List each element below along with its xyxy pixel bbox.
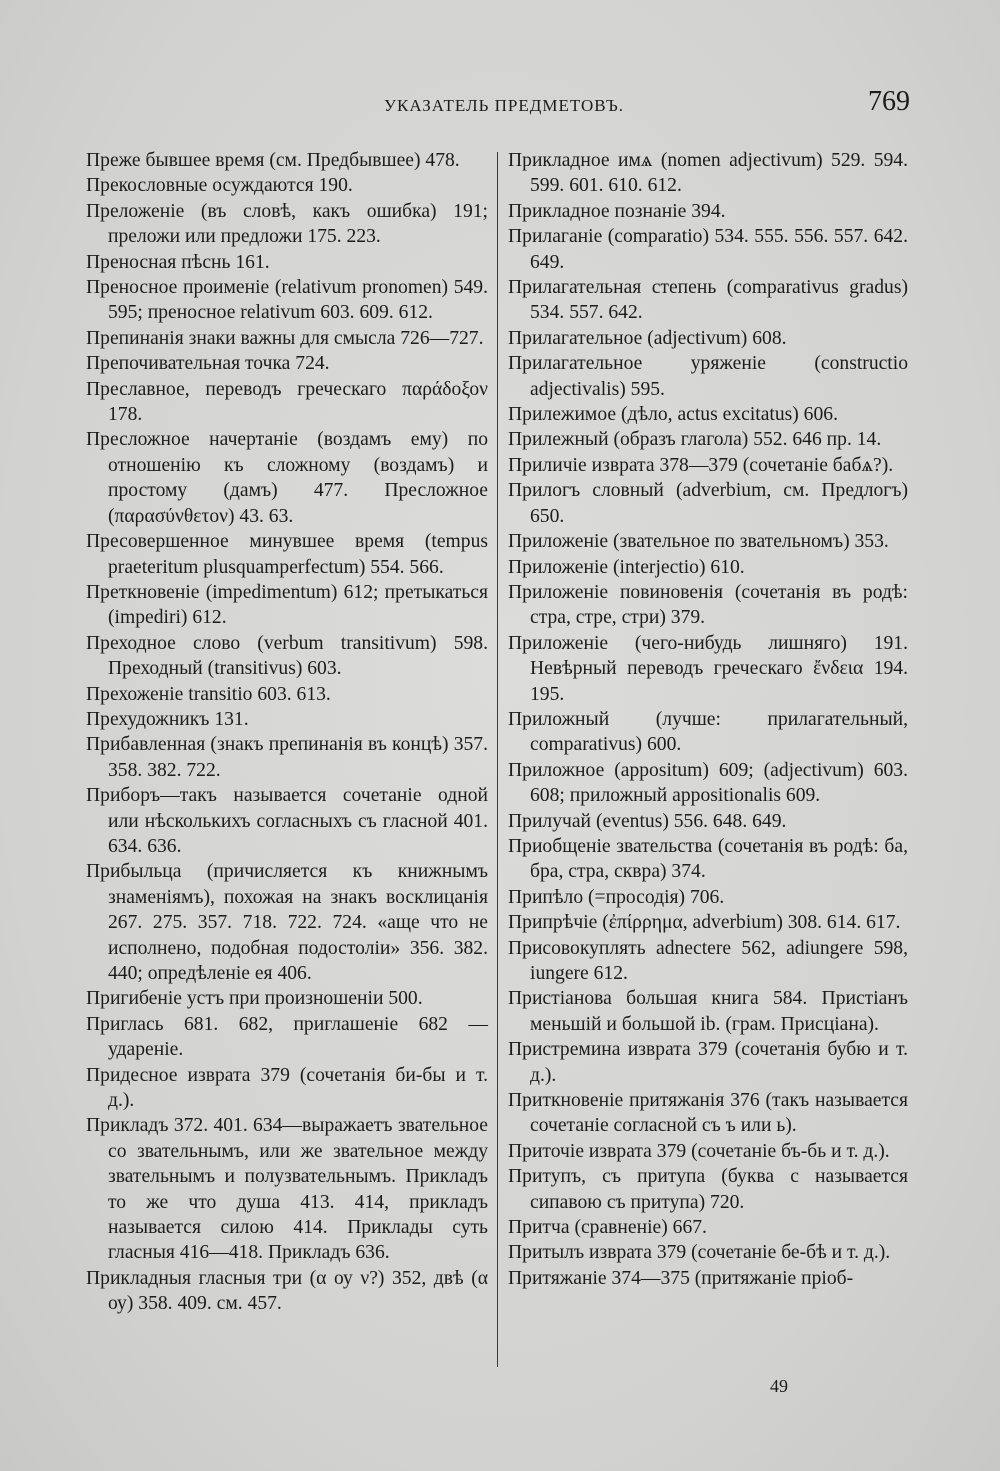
index-entry: Прехоженіе transitio 603. 613. xyxy=(86,683,331,705)
index-entry: Пресовершенное минувшее время (tempus praeteritum plusquamperfectum) 554. 566. xyxy=(86,531,488,578)
index-entry: Приложное (appositum) 609; (adjectivum) 603. 608; приложный appositionalis 609. xyxy=(508,759,908,807)
index-entry: Прикладное имѧ (nomen adjectivum) 529. 594. 599. 601. 610. 612. xyxy=(508,150,908,197)
index-entry: Приборъ—такъ называется сочетаніе одной или нѣсколькихъ согласныхъ съ гласной 401. 634. 636. xyxy=(86,785,488,857)
index-entry: Притяжаніе 374—375 (притяжаніе пріоб- xyxy=(508,1267,854,1289)
index-entry: Прилогъ словный (adverbium, см. Предлогъ) 650. xyxy=(508,480,908,527)
index-entry: Прилагательное (adjectivum) 608. xyxy=(508,327,787,349)
index-entry: Прибавленная (знакъ препинанія въ концѣ) 357. 358. 382. 722. xyxy=(86,734,488,781)
index-entry: Прилагательная степень (comparativus gradus) 534. 557. 642. xyxy=(508,277,908,324)
left-index-column xyxy=(86,148,488,1317)
index-entry: Пристіанова большая книга 584. Пристіанъ меньшій и большой ib. (грам. Присціана). xyxy=(508,988,908,1035)
index-entry: Притча (сравненіе) 667. xyxy=(508,1217,707,1239)
index-entry: Преложеніе (въ словѣ, какъ ошибка) 191; преложи или предложи 175. 223. xyxy=(86,200,488,248)
page-number: 769 xyxy=(868,86,910,117)
index-entry: Приложеніе (interjectio) 610. xyxy=(508,556,745,578)
index-entry: Приобщеніе звательства (сочетанія въ родѣ: ба, бра, стра, сквра) 374. xyxy=(508,835,908,883)
index-entry: Прикладное познаніе 394. xyxy=(508,200,726,222)
index-entry: Припрѣчіе (ἐπίρρημα, adverbium) 308. 614. 617. xyxy=(508,912,901,934)
index-entry: Прилагательное уряженіе (constructio adjectivalis) 595. xyxy=(508,353,908,400)
index-entry: Приложеніе (звательное по звательномъ) 353. xyxy=(508,531,889,553)
index-entry: Преносная пѣснь 161. xyxy=(86,251,270,273)
index-entry: Придесное изврата 379 (сочетанія би-бы и т. д.). xyxy=(86,1064,488,1112)
index-entry: Преткновеніе (impedimentum) 612; претыкаться (impediri) 612. xyxy=(86,581,488,629)
index-entry: Прикладныя гласныя три (α оу ν?) 352, двѣ (α оу) 358. 409. см. 457. xyxy=(86,1267,488,1315)
index-entry: Прилежимое (дѣло, actus excitatus) 606. xyxy=(508,404,838,426)
index-entry: Прибыльца (причисляется къ книжнымъ знаменіямъ), похожая на знакъ восклицанія 267. 275. 357. 718. 722. 724. «аще что не исполнено, подобная подостоліи» 356. 382. 440; опредѣленіе ея 406. xyxy=(86,861,488,984)
index-entry: Пригибеніе устъ при произношеніи 500. xyxy=(86,988,423,1010)
index-entry: Препочивательная точка 724. xyxy=(86,353,330,375)
index-entry: Прилаганіе (comparatio) 534. 555. 556. 557. 642. 649. xyxy=(508,226,908,273)
index-entry: Приглась 681. 682, приглашеніе 682 — удареніе. xyxy=(86,1013,488,1061)
index-entry: Приточіе изврата 379 (сочетаніе бъ-бь и т. д.). xyxy=(508,1140,890,1162)
index-entry: Приличіе изврата 378—379 (сочетаніе бабѧ?). xyxy=(508,454,894,476)
index-entry: Преже бывшее время (см. Предбывшее) 478. xyxy=(86,150,460,171)
index-entry: Приткновеніе притяжанія 376 (такъ называется сочетаніе согласной съ ъ или ь). xyxy=(508,1090,908,1137)
index-entry: Прикладъ 372. 401. 634—выражаетъ звательное со звательнымъ, или же звательное между звательнымъ и полузвательнымъ. Прикладъ то же что душа 413. 414, прикладъ называется силою 414. Приклады суть гласныя 416—418. Прикладъ 636. xyxy=(86,1115,488,1264)
index-entry: Преносное проименіе (relativum pronomen) 549. 595; преносное relativum 603. 609. 612. xyxy=(86,277,488,324)
index-entry: Притылъ изврата 379 (сочетаніе бе-бѣ и т. д.). xyxy=(508,1242,891,1264)
index-entry: Прекословные осуждаются 190. xyxy=(86,175,353,197)
index-entry: Препинанія знаки важны для смысла 726—727. xyxy=(86,327,484,349)
running-header-title: УКАЗАТЕЛЬ ПРЕДМЕТОВЪ. xyxy=(384,96,624,115)
index-entry: Притупъ, съ притупа (буква с называется сипавою съ притупа) 720. xyxy=(508,1166,908,1213)
index-entry: Приложеніе повиновенія (сочетанія въ родѣ: стра, стре, стри) 379. xyxy=(508,581,908,629)
column-divider xyxy=(497,152,498,1367)
index-entry: Преславное, переводъ греческаго παράδοξον 178. xyxy=(86,378,488,426)
index-entry: Присовокуплять adnectere 562, adiungere 598, iungere 612. xyxy=(508,937,908,984)
index-entry: Приложный (лучше: прилагательный, comparativus) 600. xyxy=(508,708,908,756)
index-entry: Пресложное начертаніе (воздамъ ему) по отношенію къ сложному (воздамъ) и простому (дамъ) 477. Пресложное (παρασύνθετον) 43. 63. xyxy=(86,429,488,527)
index-entry: Пристремина изврата 379 (сочетанія бубю и т. д.). xyxy=(508,1039,908,1086)
right-index-column xyxy=(508,148,908,1291)
index-entry: Прехудожникъ 131. xyxy=(86,708,249,730)
index-entry: Преходное слово (verbum transitivum) 598. Преходный (transitivus) 603. xyxy=(86,632,488,680)
index-entry: Припѣло (=просодія) 706. xyxy=(508,886,725,908)
index-entry: Приложеніе (чего-нибудь лишняго) 191. Невѣрный переводъ греческаго ἔνδεια 194. 195. xyxy=(508,632,908,705)
index-entry: Прилежный (образъ глагола) 552. 646 пр. 14. xyxy=(508,429,882,451)
signature-mark: 49 xyxy=(770,1376,788,1396)
index-entry: Прилучай (eventus) 556. 648. 649. xyxy=(508,810,787,832)
